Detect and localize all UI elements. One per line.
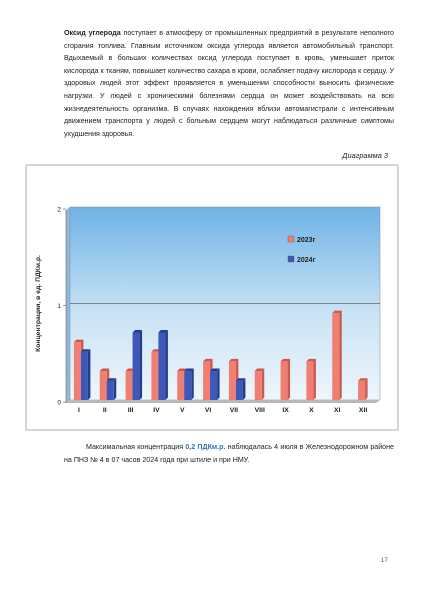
bar-2023г-IX	[281, 361, 288, 400]
bar-side-2024г	[88, 349, 91, 400]
bottom-paragraph	[64, 441, 394, 467]
highlight-value: 0,2 ПДКм.р.	[185, 443, 226, 451]
x-tick-label: VI	[204, 407, 212, 414]
bar-2023г-VI	[203, 361, 210, 400]
legend-swatch	[288, 256, 294, 262]
bar-2024г-I	[81, 352, 88, 400]
bar-side-2024г	[243, 378, 246, 400]
y-tick-label: 0	[57, 399, 61, 407]
intro-bold-term: Оксид углерода	[64, 29, 121, 37]
bar-side-2024г	[165, 330, 168, 400]
bottom-prefix: Максимальная концентрация	[86, 443, 186, 451]
bar-side-2023г	[339, 311, 342, 400]
x-tick-label: IX	[282, 407, 289, 414]
bar-side-2023г	[365, 378, 368, 400]
x-tick-label: III	[127, 407, 134, 414]
x-tick-label: VIII	[254, 407, 265, 414]
diagram-label: Диаграмма 3	[342, 151, 388, 160]
bar-2023г-III	[126, 371, 133, 400]
bar-2023г-VII	[229, 361, 236, 400]
bar-side-2024г	[191, 369, 194, 400]
bar-side-2024г	[217, 369, 220, 400]
bar-side-2023г	[288, 359, 291, 400]
legend-swatch	[288, 236, 294, 242]
x-tick-label: VII	[229, 407, 239, 414]
legend-label: 2024г	[297, 257, 316, 264]
x-tick-label: IV	[153, 407, 160, 414]
bar-2023г-XI	[332, 313, 339, 400]
bar-2023г-IV	[151, 352, 158, 400]
y-tick-label: 1	[57, 303, 61, 310]
x-tick-label: XII	[358, 407, 368, 414]
legend-label: 2023г	[297, 237, 316, 244]
page-number: 17	[380, 557, 388, 564]
x-tick-label: V	[179, 407, 185, 414]
y-tick-label: 2	[57, 206, 61, 214]
bar-2024г-VII	[236, 381, 243, 400]
bar-2023г-VIII	[255, 371, 262, 400]
bar-side-2023г	[262, 369, 265, 400]
bar-2024г-III	[133, 332, 140, 400]
x-tick-label: I	[77, 407, 80, 414]
bar-2023г-II	[100, 371, 107, 400]
bar-2024г-IV	[158, 332, 165, 400]
intro-text: поступает в атмосферу от промышленных предприятий в результате неполного сгорания топлива. Главным источником оксида углерода является автомобильный транспорт. Вдыхаемый в больших количествах оксид углерода поступает в кровь, уменьшает приток кислорода к тканям, повышает количество сахара в крови, ослабляет подачу кислорода к сердцу. У здоровых людей этот эффект проявляется в уменьшении способности выносить физические нагрузки. У людей с хроническими болезнями сердца он может воздействовать на всю жизнедеятельность организма. В случаях нахождения вблизи автомагистрали с интенсивным движением транспорта у людей с больным сердцем могут наблюдаться различные симптомы ухудшения здоровья.	[64, 29, 394, 138]
bar-2024г-VI	[210, 371, 217, 400]
bottom-suffix: наблюдалась 4 июля в Железнодорожном районе на ПНЗ № 4 в 07 часов 2024 года при штиле и при НМУ.	[64, 443, 394, 464]
bar-2024г-II	[107, 381, 114, 400]
bar-2023г-X	[306, 361, 313, 400]
plot-floor	[66, 400, 380, 403]
bar-2023г-V	[177, 371, 184, 400]
bar-2023г-I	[74, 342, 81, 400]
y-axis-label: Концентрации, в ед. ПДКм.р.	[35, 255, 42, 352]
bar-side-2024г	[114, 378, 117, 400]
plot-side-wall	[66, 207, 70, 403]
x-tick-label: II	[102, 407, 107, 414]
bar-2023г-XII	[358, 381, 365, 400]
bar-side-2023г	[313, 359, 316, 400]
bar-side-2024г	[140, 330, 143, 400]
bar-2024г-V	[184, 371, 191, 400]
x-tick-label: X	[309, 407, 314, 414]
x-tick-label: XI	[334, 407, 341, 414]
